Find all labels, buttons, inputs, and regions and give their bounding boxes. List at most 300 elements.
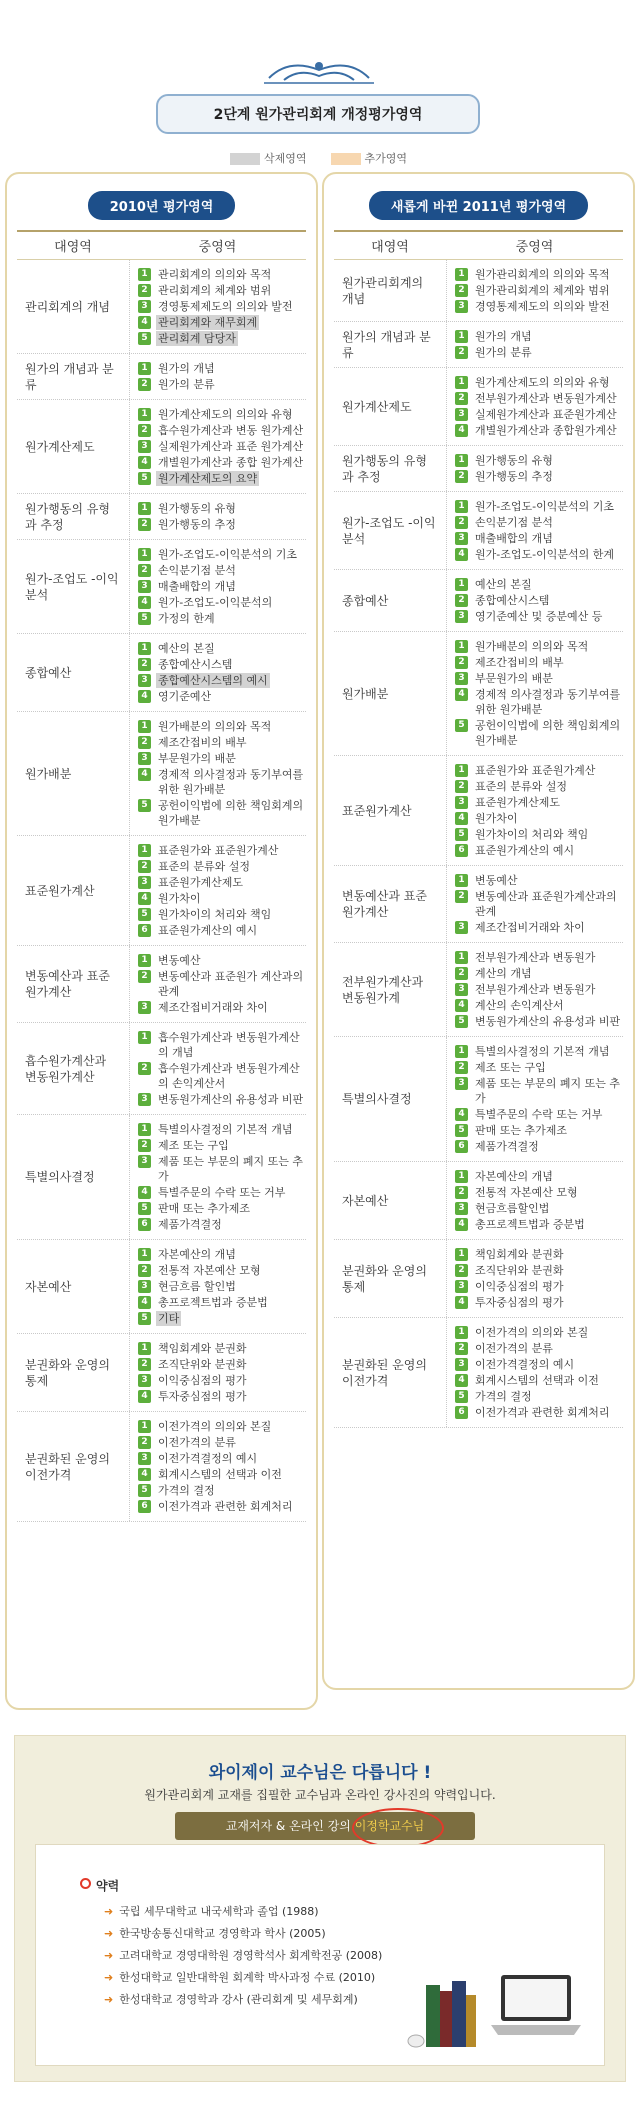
- item-text: 변동예산: [475, 874, 518, 887]
- list-item: [455, 609, 623, 624]
- list-item: [455, 873, 623, 888]
- row-items: [446, 368, 623, 445]
- number-badge: 2: [138, 1264, 151, 1277]
- item-text: 공헌이익법에 의한 책임회계의 원가배분: [158, 799, 304, 827]
- item-text: 경영통제제도의 의의와 발전: [475, 300, 610, 313]
- number-badge: 3: [455, 1202, 468, 1215]
- item-text: 기타: [158, 1312, 180, 1325]
- list-item: [455, 593, 623, 608]
- row-items: [446, 260, 623, 321]
- item-text: 공헌이익법에 의한 책임회계의 원가배분: [475, 719, 621, 747]
- row-category: 종합예산: [25, 665, 72, 680]
- promo-title: 와이제이 교수님은 다릅니다 !: [208, 1763, 432, 1783]
- list-item: [138, 907, 306, 922]
- highlight-circle: [352, 1808, 444, 1848]
- list-item: [455, 687, 623, 717]
- list-item: [455, 547, 623, 562]
- item-text: 표준원가와 표준원가계산: [475, 764, 596, 777]
- row-items: [129, 494, 306, 539]
- list-item: [455, 889, 623, 919]
- list-item: [138, 798, 306, 828]
- item-text: 특별주문의 수락 또는 거부: [158, 1186, 286, 1199]
- number-badge: 6: [455, 844, 468, 857]
- table-row: [334, 570, 623, 632]
- list-item: [455, 1201, 623, 1216]
- row-items: [129, 540, 306, 633]
- ornament-icon: [259, 56, 379, 86]
- number-badge: 2: [455, 346, 468, 359]
- number-badge: 2: [138, 1358, 151, 1371]
- list-item: [138, 1435, 306, 1450]
- number-badge: 1: [455, 1170, 468, 1183]
- list-item: [455, 1279, 623, 1294]
- item-text: 손익분기점 분석: [475, 516, 553, 529]
- number-badge: 2: [455, 780, 468, 793]
- item-text: 제품 또는 부문의 폐지 또는 추가: [158, 1155, 303, 1183]
- row-items: [129, 260, 306, 353]
- number-badge: 2: [138, 424, 151, 437]
- table-row: [17, 400, 306, 494]
- number-badge: 2: [138, 658, 151, 671]
- number-badge: 2: [455, 1061, 468, 1074]
- number-badge: 2: [455, 890, 468, 903]
- item-text: 손익분기점 분석: [158, 564, 236, 577]
- list-item: [138, 579, 306, 594]
- column-items: 중영역: [198, 240, 237, 255]
- number-badge: 4: [138, 768, 151, 781]
- number-badge: 5: [138, 908, 151, 921]
- item-text: 종합예산시스템: [158, 658, 233, 671]
- row-category: 원가행동의 유형과 추정: [342, 453, 427, 484]
- list-item: [138, 1467, 306, 1482]
- item-text: 전통적 자본예산 모형: [158, 1264, 261, 1277]
- item-text: 전통적 자본예산 모형: [475, 1186, 578, 1199]
- list-item: [138, 595, 306, 610]
- item-text: 이익중심점의 평가: [158, 1374, 247, 1387]
- list-item: [455, 1123, 623, 1138]
- number-badge: 3: [455, 1280, 468, 1293]
- legend-added: [331, 150, 408, 166]
- list-item: [455, 1405, 623, 1420]
- list-item: [138, 1061, 306, 1091]
- number-badge: 4: [455, 1296, 468, 1309]
- number-badge: 1: [138, 362, 151, 375]
- item-text: 투자중심점의 평가: [475, 1296, 564, 1309]
- books-laptop-illustration: [406, 1955, 586, 2055]
- item-text: 이전가격의 의의와 본질: [158, 1420, 272, 1433]
- number-badge: 1: [455, 330, 468, 343]
- row-category: 흡수원가계산과 변동원가계산: [25, 1053, 107, 1084]
- row-category: 원가계산제도: [25, 439, 95, 454]
- number-badge: 1: [138, 954, 151, 967]
- number-badge: 3: [455, 610, 468, 623]
- item-text: 표준원가계산의 예시: [475, 844, 575, 857]
- number-badge: 3: [138, 1001, 151, 1014]
- item-text: 변동원가계산의 유용성과 비판: [475, 1015, 621, 1028]
- row-category: 원가행동의 유형과 추정: [25, 501, 110, 532]
- arrow-icon: ➜: [104, 1949, 114, 1962]
- table-row: [17, 1412, 306, 1522]
- arrow-icon: ➜: [104, 1927, 114, 1940]
- item-text: 실제원가계산과 표준 원가계산: [158, 440, 304, 453]
- item-text: 매출배합의 개념: [475, 532, 553, 545]
- number-badge: 3: [455, 921, 468, 934]
- item-text: 개별원가계산과 종합원가계산: [475, 424, 617, 437]
- row-category: 전부원가계산과 변동원가계: [342, 974, 424, 1005]
- list-item: [455, 423, 623, 438]
- item-text: 제조간접비거래와 차이: [158, 1001, 268, 1014]
- row-category: 분권화와 운영의 통제: [342, 1263, 427, 1294]
- number-badge: 1: [455, 1326, 468, 1339]
- row-items: [129, 1115, 306, 1239]
- item-text: 경제적 의사결정과 동기부여를 위한 원가배분: [475, 688, 621, 716]
- list-item: [455, 267, 623, 282]
- list-item: [455, 795, 623, 810]
- list-item: [455, 453, 623, 468]
- career-text: 한국방송통신대학교 경영학과 학사 (2005): [119, 1927, 326, 1940]
- number-badge: 3: [138, 752, 151, 765]
- item-text: 표준원가계산제도: [158, 876, 244, 889]
- number-badge: 1: [138, 1123, 151, 1136]
- number-badge: 5: [138, 472, 151, 485]
- list-item: [455, 639, 623, 654]
- number-badge: 1: [138, 720, 151, 733]
- row-items: [446, 1037, 623, 1161]
- number-badge: 4: [455, 1108, 468, 1121]
- number-badge: 6: [138, 1218, 151, 1231]
- table-row: [334, 866, 623, 943]
- item-text: 이전가격결정의 예시: [158, 1452, 258, 1465]
- item-text: 경제적 의사결정과 동기부여를 위한 원가배분: [158, 768, 304, 796]
- list-item: [455, 1060, 623, 1075]
- list-item: [455, 982, 623, 997]
- panel-2011-title: 새롭게 바뀐 2011년 평가영역: [369, 191, 588, 220]
- number-badge: 3: [455, 300, 468, 313]
- career-title: 약력: [96, 1879, 120, 1893]
- row-items: [129, 946, 306, 1022]
- item-text: 영기준예산: [158, 690, 212, 703]
- list-item: [455, 1169, 623, 1184]
- list-item: [138, 1000, 306, 1015]
- number-badge: 5: [455, 719, 468, 732]
- row-items: [446, 943, 623, 1036]
- number-badge: 4: [455, 1218, 468, 1231]
- number-badge: 1: [455, 764, 468, 777]
- row-category: 원가-조업도 -이익분석: [25, 571, 119, 602]
- item-text: 원가차이: [158, 892, 201, 905]
- number-badge: 3: [138, 300, 151, 313]
- item-text: 원가-조업도-이익분석의 한계: [475, 548, 614, 561]
- legend-deleted: [230, 150, 307, 166]
- row-category: 특별의사결정: [342, 1092, 412, 1106]
- item-text: 흡수원가계산과 변동 원가계산: [158, 424, 304, 437]
- row-items: [446, 322, 623, 367]
- table-row: [17, 1334, 306, 1412]
- item-text: 제조 또는 구입: [158, 1139, 229, 1152]
- number-badge: 6: [455, 1140, 468, 1153]
- list-item: [455, 779, 623, 794]
- number-badge: 1: [138, 1248, 151, 1261]
- row-items: [446, 632, 623, 755]
- number-badge: 1: [455, 268, 468, 281]
- number-badge: 2: [455, 656, 468, 669]
- deleted-item: [138, 471, 306, 486]
- item-text: 원가배분의 의의와 목적: [158, 720, 272, 733]
- deleted-item: [138, 1311, 306, 1326]
- number-badge: 1: [455, 951, 468, 964]
- list-item: [455, 531, 623, 546]
- list-item: [138, 1185, 306, 1200]
- number-badge: 2: [455, 392, 468, 405]
- item-text: 변동예산과 표준원가계산과의 관계: [475, 890, 617, 918]
- list-item: [455, 920, 623, 935]
- row-items: [129, 1334, 306, 1411]
- item-text: 계산의 개념: [475, 967, 532, 980]
- number-badge: 2: [455, 1342, 468, 1355]
- list-item: [138, 657, 306, 672]
- row-category: 분권화된 운영의 이전가격: [342, 1357, 427, 1388]
- item-text: 원가의 개념: [158, 362, 215, 375]
- item-text: 변동원가계산의 유용성과 비판: [158, 1093, 304, 1106]
- number-badge: 2: [138, 1436, 151, 1449]
- career-item: [104, 1923, 382, 1945]
- list-item: [138, 455, 306, 470]
- number-badge: 5: [455, 1124, 468, 1137]
- list-item: [455, 391, 623, 406]
- bullet-circle-icon: [80, 1878, 91, 1889]
- number-badge: 3: [138, 1093, 151, 1106]
- number-badge: 1: [455, 1248, 468, 1261]
- number-badge: 3: [138, 674, 151, 687]
- number-badge: 4: [455, 812, 468, 825]
- item-text: 특별의사결정의 기본적 개념: [158, 1123, 293, 1136]
- list-item: [138, 1389, 306, 1404]
- item-text: 제품가격결정: [158, 1218, 222, 1231]
- number-badge: 2: [455, 1186, 468, 1199]
- column-header: [334, 230, 623, 260]
- list-item: [138, 969, 306, 999]
- number-badge: 1: [138, 642, 151, 655]
- list-item: [455, 375, 623, 390]
- number-badge: 1: [138, 548, 151, 561]
- item-text: 관리회계의 체계와 범위: [158, 284, 272, 297]
- number-badge: 4: [455, 688, 468, 701]
- item-text: 원가배분의 의의와 목적: [475, 640, 589, 653]
- list-item: [138, 1279, 306, 1294]
- item-text: 원가행동의 추정: [475, 470, 553, 483]
- number-badge: 2: [138, 378, 151, 391]
- list-item: [138, 267, 306, 282]
- item-text: 종합예산시스템: [475, 594, 550, 607]
- row-items: [446, 1162, 623, 1239]
- number-badge: 4: [455, 999, 468, 1012]
- number-badge: 3: [138, 1155, 151, 1168]
- item-text: 관리회계 담당자: [158, 332, 236, 345]
- number-badge: 2: [455, 470, 468, 483]
- list-item: [138, 751, 306, 766]
- item-text: 관리회계의 의의와 목적: [158, 268, 272, 281]
- number-badge: 5: [455, 1015, 468, 1028]
- table-row: [334, 756, 623, 866]
- list-item: [138, 953, 306, 968]
- list-item: [455, 1107, 623, 1122]
- item-text: 표준원가계산의 예시: [158, 924, 258, 937]
- item-text: 원가행동의 유형: [475, 454, 553, 467]
- item-text: 영기준예산 및 증분예산 등: [475, 610, 603, 623]
- number-badge: 5: [138, 1202, 151, 1215]
- list-item: [138, 767, 306, 797]
- list-item: [455, 1217, 623, 1232]
- list-item: [455, 998, 623, 1013]
- number-badge: 2: [138, 284, 151, 297]
- number-badge: 3: [138, 580, 151, 593]
- number-badge: 6: [138, 1500, 151, 1513]
- number-badge: 2: [455, 1264, 468, 1277]
- table-row: [17, 540, 306, 634]
- number-badge: 1: [138, 844, 151, 857]
- table-row: [334, 1318, 623, 1428]
- item-text: 매출배합의 개념: [158, 580, 236, 593]
- list-item: [138, 891, 306, 906]
- list-item: [455, 1139, 623, 1154]
- list-item: [455, 1044, 623, 1059]
- item-text: 원가관리회계의 의의와 목적: [475, 268, 610, 281]
- item-text: 예산의 본질: [475, 578, 532, 591]
- item-text: 계산의 손익계산서: [475, 999, 564, 1012]
- list-item: [138, 1030, 306, 1060]
- number-badge: 2: [138, 970, 151, 983]
- number-badge: 2: [138, 1062, 151, 1075]
- author-band-label: 교재저자 & 온라인 강의: [225, 1819, 351, 1833]
- number-badge: 3: [138, 440, 151, 453]
- item-text: 원가의 개념: [475, 330, 532, 343]
- number-badge: 1: [138, 1342, 151, 1355]
- item-text: 원가-조업도-이익분석의 기초: [475, 500, 614, 513]
- list-item: [138, 641, 306, 656]
- table-row: [17, 1240, 306, 1334]
- number-badge: 4: [138, 456, 151, 469]
- list-item: [455, 1295, 623, 1310]
- number-badge: 5: [138, 1312, 151, 1325]
- arrow-icon: ➜: [104, 1905, 114, 1918]
- panel-2010: [5, 172, 318, 1710]
- legend-deleted-label: 삭제영역: [264, 152, 307, 165]
- item-text: 원가차이의 처리와 책임: [158, 908, 272, 921]
- row-category: 원가관리회계의 개념: [342, 275, 424, 306]
- number-badge: 4: [455, 424, 468, 437]
- list-item: [138, 923, 306, 938]
- number-badge: 5: [455, 828, 468, 841]
- list-item: [455, 345, 623, 360]
- number-badge: 4: [455, 548, 468, 561]
- list-item: [138, 1341, 306, 1356]
- row-category: 자본예산: [342, 1193, 389, 1208]
- list-item: [138, 439, 306, 454]
- list-item: [455, 1373, 623, 1388]
- list-item: [138, 1092, 306, 1107]
- number-badge: 1: [138, 1031, 151, 1044]
- deleted-item: [138, 673, 306, 688]
- row-category: 관리회계의 개념: [25, 299, 110, 314]
- page-title: 2단계 원가관리회계 개정평가영역: [156, 94, 480, 134]
- number-badge: 3: [455, 532, 468, 545]
- list-item: [455, 763, 623, 778]
- number-badge: 1: [455, 1045, 468, 1058]
- career-text: 국립 세무대학교 내국세학과 졸업 (1988): [119, 1905, 319, 1918]
- number-badge: 1: [138, 502, 151, 515]
- row-items: [129, 1412, 306, 1521]
- row-items: [129, 1240, 306, 1333]
- item-text: 이전가격과 관련한 회계처리: [475, 1406, 610, 1419]
- item-text: 변동예산과 표준원가 계산과의 관계: [158, 970, 304, 998]
- row-items: [446, 866, 623, 942]
- number-badge: 1: [455, 578, 468, 591]
- item-text: 전부원가계산과 변동원가: [475, 951, 596, 964]
- table-row: [334, 1240, 623, 1318]
- item-text: 이전가격의 분류: [475, 1342, 553, 1355]
- list-item: [138, 1122, 306, 1137]
- list-item: [455, 1357, 623, 1372]
- column-items: 중영역: [515, 240, 554, 255]
- list-item: [138, 1295, 306, 1310]
- list-item: [455, 407, 623, 422]
- panel-2010-title: 2010년 평가영역: [88, 191, 236, 220]
- number-badge: 3: [455, 1358, 468, 1371]
- number-badge: 3: [138, 1374, 151, 1387]
- list-item: [138, 563, 306, 578]
- number-badge: 6: [455, 1406, 468, 1419]
- list-item: [455, 1014, 623, 1029]
- arrow-icon: ➜: [104, 1993, 114, 2006]
- number-badge: 4: [138, 596, 151, 609]
- item-text: 경영통제제도의 의의와 발전: [158, 300, 293, 313]
- item-text: 특별주문의 수락 또는 거부: [475, 1108, 603, 1121]
- list-item: [455, 718, 623, 748]
- number-badge: 1: [138, 408, 151, 421]
- item-text: 원가-조업도-이익분석의: [158, 596, 273, 609]
- number-badge: 1: [455, 640, 468, 653]
- list-item: [138, 735, 306, 750]
- list-item: [455, 1341, 623, 1356]
- number-badge: 1: [138, 268, 151, 281]
- number-badge: 5: [138, 612, 151, 625]
- item-text: 이전가격과 관련한 회계처리: [158, 1500, 293, 1513]
- list-item: [138, 843, 306, 858]
- list-item: [138, 859, 306, 874]
- list-item: [138, 517, 306, 532]
- number-badge: 1: [455, 454, 468, 467]
- list-item: [138, 1483, 306, 1498]
- list-item: [455, 299, 623, 314]
- panel-2011: [322, 172, 635, 1690]
- number-badge: 3: [455, 408, 468, 421]
- number-badge: 6: [138, 924, 151, 937]
- row-items: [446, 1240, 623, 1317]
- item-text: 원가차이: [475, 812, 518, 825]
- row-category: 원가배분: [25, 766, 72, 781]
- item-text: 종합예산시스템의 예시: [158, 674, 268, 687]
- career-list: [104, 1901, 382, 2011]
- table-row: [334, 322, 623, 368]
- item-text: 원가관리회계의 체계와 범위: [475, 284, 610, 297]
- promo-section: [14, 1735, 626, 2082]
- number-badge: 2: [138, 736, 151, 749]
- number-badge: 4: [138, 690, 151, 703]
- table-row: [17, 354, 306, 400]
- row-items: [446, 446, 623, 491]
- table-row: [334, 260, 623, 322]
- list-item: [455, 1247, 623, 1262]
